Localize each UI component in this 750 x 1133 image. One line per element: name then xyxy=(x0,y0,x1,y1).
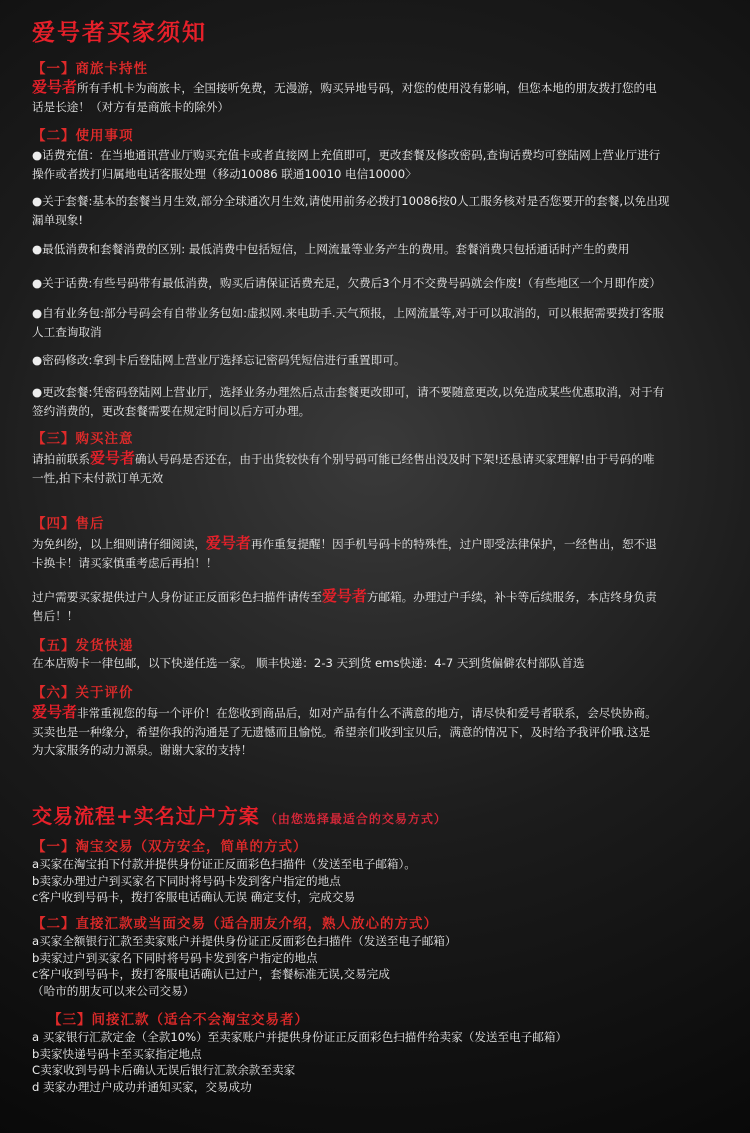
section-text: 售后！！ xyxy=(32,608,79,623)
brand-name: 爱号者 xyxy=(205,534,251,552)
method-step: a买家全额银行汇款至卖家账户并提供身份证正反面彩色扫描件（发送至电子邮箱） xyxy=(32,934,457,948)
process-subtitle: （由您选择最适合的交易方式） xyxy=(264,812,447,826)
section-title-5: 【五】发货快递 xyxy=(32,638,134,654)
usage-item-line: ●话费充值：在当地通讯营业厅购买充值卡或者直接网上充值即可，更改套餐及修改密码,查询话费均可登陆网上营业厅进行 xyxy=(32,148,661,162)
method-title-2: 【二】直接汇款或当面交易（适合朋友介绍，熟人放心的方式） xyxy=(32,916,438,932)
method-step: b卖家过户到买家名下同时将号码卡发到客户指定的地点 xyxy=(32,950,318,965)
section-text: 为大家服务的动力源泉。谢谢大家的支持！ xyxy=(32,743,253,757)
section-title-4: 【四】售后 xyxy=(32,516,105,532)
usage-item xyxy=(32,274,722,293)
section-body-4 xyxy=(32,534,722,572)
section-title-3: 【三】购买注意 xyxy=(32,431,134,447)
section-text: 方邮箱。办理过户手续，补卡等后续服务，本店终身负责 xyxy=(366,590,657,604)
section-text: 请拍前联系 xyxy=(32,452,90,466)
usage-item xyxy=(32,351,722,370)
usage-item-line: 操作或者拨打归属地电话客服处理（移动10086 联通10010 电信10000〉 xyxy=(32,166,417,181)
method-step: a买家在淘宝拍下付款并提供身份证正反面彩色扫描件（发送至电子邮箱）。 xyxy=(32,857,416,871)
brand-name: 爱号者 xyxy=(32,703,78,721)
section-text: 所有手机卡为商旅卡，全国接听免费，无漫游，购买异地号码，对您的使用没有影响，但您本地的朋友拨打您的电 xyxy=(77,81,657,95)
section-text: 一性,拍下未付款订单无效 xyxy=(32,470,164,485)
section-text: 在本店购卡一律包邮，以下快递任选一家。 顺丰快递：2-3 天到货 ems快递：4-7 天到货偏僻农村部队首选 xyxy=(32,656,585,670)
usage-item xyxy=(32,304,722,341)
section-title-1: 【一】商旅卡持性 xyxy=(32,61,148,77)
section-body-4b xyxy=(32,587,722,625)
page-title: 爱号者买家须知 xyxy=(32,20,207,46)
section-text: 确认号码是否还在，由于出货较快有个别号码可能已经售出没及时下架!还悬请买家理解!由于号码的唯 xyxy=(135,452,655,466)
method-steps-2 xyxy=(32,933,722,999)
usage-item xyxy=(32,240,722,259)
usage-item-line: ●密码修改:拿到卡后登陆网上营业厅选择忘记密码凭短信进行重置即可。 xyxy=(32,353,406,367)
method-step: a 买家银行汇款定金（全款10%）至卖家账户并提供身份证正反面彩色扫描件给卖家（发送至电子邮箱） xyxy=(32,1030,568,1044)
method-step: （哈市的朋友可以来公司交易） xyxy=(32,983,195,998)
usage-item-line: ●更改套餐:凭密码登陆网上营业厅，选择业务办理然后点击套餐更改即可，请不要随意更改,以免造成某些优惠取消，对于有 xyxy=(32,385,665,399)
section-body-1 xyxy=(32,78,722,116)
section-text: 话是长途！（对方有是商旅卡的除外） xyxy=(32,99,230,114)
method-steps-3 xyxy=(32,1029,722,1095)
usage-item-line: ●自有业务包:部分号码会有自带业务包如:虚拟网.来电助手.天气预报，上网流量等,对于可以取消的，可以根据需要拨打客服 xyxy=(32,306,664,320)
usage-item-line: 漏单现象! xyxy=(32,212,84,227)
usage-item-line: ●关于套餐:基本的套餐当月生效,部分全球通次月生效,请使用前务必拨打10086按0人工服务核对是否您要开的套餐,以免出现 xyxy=(32,194,670,208)
section-title-6: 【六】关于评价 xyxy=(32,685,134,701)
method-step: d 卖家办理过户成功并通知买家，交易成功 xyxy=(32,1079,252,1094)
section-title-2: 【二】使用事项 xyxy=(32,128,134,144)
usage-item-line: ●关于话费:有些号码带有最低消费，购买后请保证话费充足，欠费后3个月不交费号码就会作废!（有些地区一个月即作废） xyxy=(32,276,661,290)
section-text: 买卖也是一种缘分，希望你我的沟通是了无遗憾而且愉悦。希望亲们收到宝贝后，满意的情况下，及时给予我评价哦.这是 xyxy=(32,724,651,739)
brand-name: 爱号者 xyxy=(89,449,135,467)
usage-item-line: ●最低消费和套餐消费的区别: 最低消费中包括短信，上网流量等业务产生的费用。套餐消费只包括通话时产生的费用 xyxy=(32,242,630,256)
brand-name: 爱号者 xyxy=(321,587,367,605)
method-step: c客户收到号码卡，拨打客服电话确认无误 确定支付，完成交易 xyxy=(32,890,356,904)
section-text: 卡换卡！请买家慎重考虑后再拍！！ xyxy=(32,555,218,570)
usage-item xyxy=(32,383,722,420)
section-body-6 xyxy=(32,703,722,760)
usage-item-line: 人工查询取消 xyxy=(32,324,102,339)
process-title: 交易流程+实名过户方案 xyxy=(32,804,260,828)
method-title-1: 【一】淘宝交易（双方安全，简单的方式） xyxy=(32,839,308,855)
brand-name: 爱号者 xyxy=(32,78,78,96)
section-text: 再作重复提醒！因手机号码卡的特殊性，过户即受法律保护，一经售出，恕不退 xyxy=(250,537,657,551)
section-body-3 xyxy=(32,449,722,487)
usage-item xyxy=(32,146,722,183)
method-step: b卖家快递号码卡至买家指定地点 xyxy=(32,1046,202,1061)
method-title-3: 【三】间接汇款（适合不会淘宝交易者） xyxy=(48,1012,309,1028)
usage-item xyxy=(32,192,722,229)
method-step: b卖家办理过户到买家名下同时将号码卡发到客户指定的地点 xyxy=(32,873,341,888)
process-header xyxy=(32,800,447,829)
method-step: C卖家收到号码卡后确认无误后银行汇款余款至卖家 xyxy=(32,1063,296,1077)
section-body-5 xyxy=(32,654,722,673)
usage-item-line: 签约消费的，更改套餐需要在规定时间以后方可办理。 xyxy=(32,403,311,418)
method-step: c客户收到号码卡，拨打客服电话确认已过户，套餐标准无误,交易完成 xyxy=(32,967,390,981)
method-steps-1 xyxy=(32,856,722,906)
section-text: 为免纠纷，以上细则请仔细阅读， xyxy=(32,537,206,551)
section-text: 过户需要买家提供过户人身份证正反面彩色扫描件请传至 xyxy=(32,590,322,604)
section-text: 非常重视您的每一个评价！在您收到商品后，如对产品有什么不满意的地方，请尽快和爱号者联系，会尽快协商。 xyxy=(77,706,657,720)
